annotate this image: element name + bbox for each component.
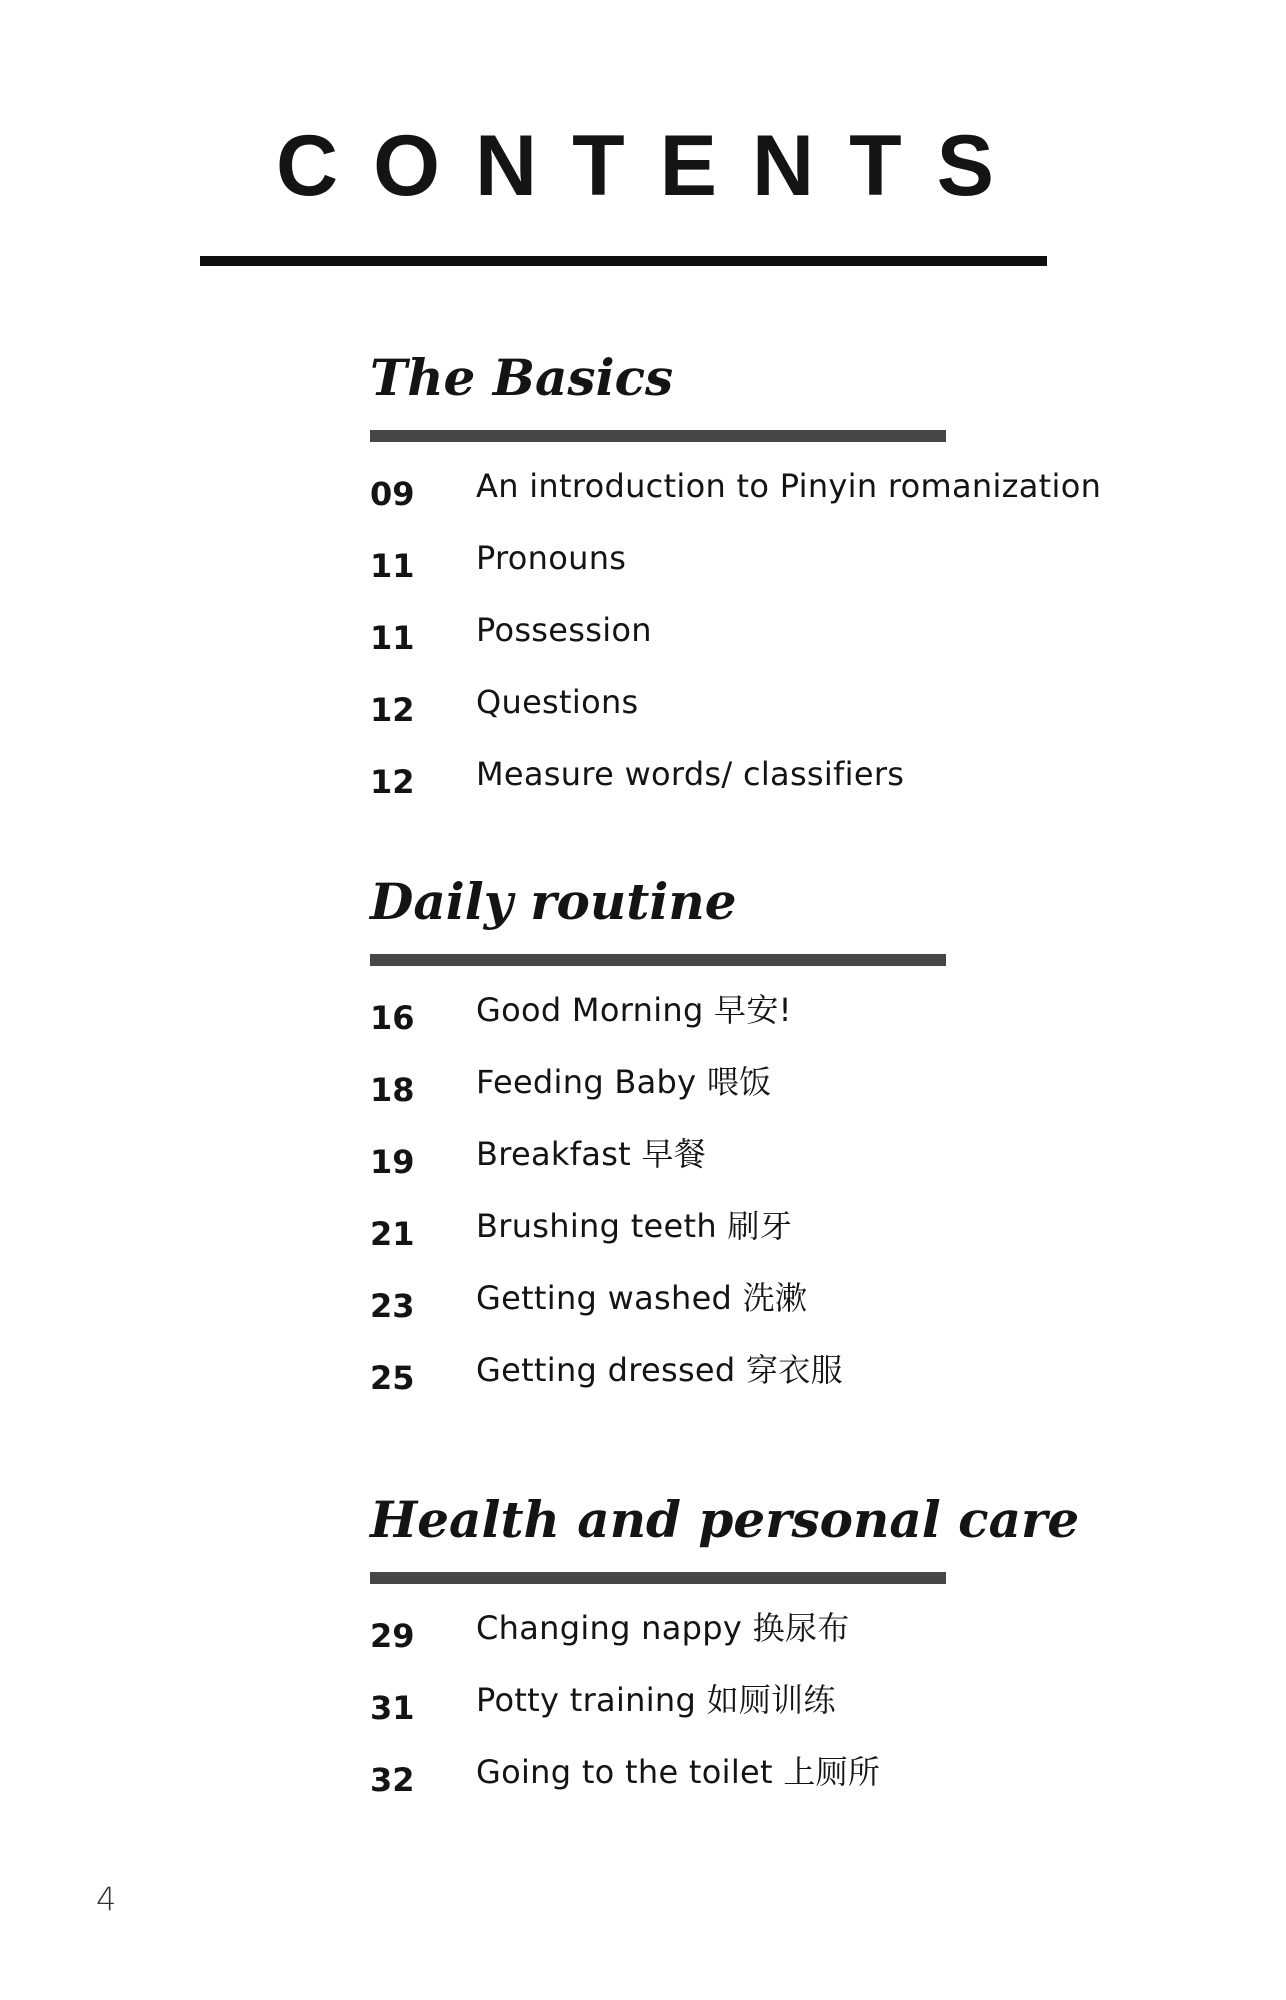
section-heading: Daily routine [370,872,737,931]
entry-page-number: 09 [370,475,415,513]
toc-entry[interactable] [370,680,1250,752]
section-divider [370,954,946,966]
toc-entry[interactable] [370,1060,1250,1132]
entry-title: An introduction to Pinyin romanization [476,467,1102,505]
entry-title: Questions [476,683,639,721]
entry-title: Getting washed 洗漱 [476,1279,808,1317]
section-heading: The Basics [370,348,674,407]
entry-page-number: 23 [370,1287,415,1325]
entry-title: Potty training 如厕训练 [476,1681,836,1719]
section-heading: Health and personal care [370,1490,1080,1549]
toc-entry[interactable] [370,1276,1250,1348]
entry-page-number: 31 [370,1689,415,1727]
section-daily-routine [370,872,1250,1420]
entry-page-number: 16 [370,999,415,1037]
entry-title: Brushing teeth 刷牙 [476,1207,793,1245]
toc-entry[interactable] [370,1750,1250,1822]
entry-title: Feeding Baby 喂饭 [476,1063,772,1101]
entry-page-number: 18 [370,1071,415,1109]
toc-entry[interactable] [370,608,1250,680]
entry-page-number: 11 [370,619,415,657]
toc-list [370,464,1250,824]
entry-title: Good Morning 早安! [476,991,792,1029]
entry-title: Possession [476,611,652,649]
section-divider [370,1572,946,1584]
entry-title: Changing nappy 换尿布 [476,1609,850,1647]
entry-page-number: 21 [370,1215,415,1253]
toc-entry[interactable] [370,1204,1250,1276]
entry-title: Going to the toilet 上厕所 [476,1753,881,1791]
page-title: CONTENTS [276,118,1029,214]
entry-page-number: 12 [370,691,415,729]
title-divider [200,256,1047,266]
toc-list [370,1606,1250,1822]
toc-entry[interactable] [370,1678,1250,1750]
entry-title: Breakfast 早餐 [476,1135,707,1173]
entry-page-number: 25 [370,1359,415,1397]
section-divider [370,430,946,442]
entry-title: Measure words/ classifiers [476,755,905,793]
entry-page-number: 19 [370,1143,415,1181]
entry-page-number: 32 [370,1761,415,1799]
toc-entry[interactable] [370,536,1250,608]
toc-list [370,988,1250,1420]
toc-entry[interactable] [370,1606,1250,1678]
entry-page-number: 29 [370,1617,415,1655]
toc-entry[interactable] [370,1132,1250,1204]
toc-entry[interactable] [370,1348,1250,1420]
toc-entry[interactable] [370,464,1250,536]
entry-title: Pronouns [476,539,627,577]
page-number: 4 [96,1880,117,1918]
section-health-and-personal-care [370,1490,1250,1822]
entry-page-number: 12 [370,763,415,801]
toc-entry[interactable] [370,752,1250,824]
entry-title: Getting dressed 穿衣服 [476,1351,843,1389]
toc-entry[interactable] [370,988,1250,1060]
entry-page-number: 11 [370,547,415,585]
section-the-basics [370,348,1250,824]
